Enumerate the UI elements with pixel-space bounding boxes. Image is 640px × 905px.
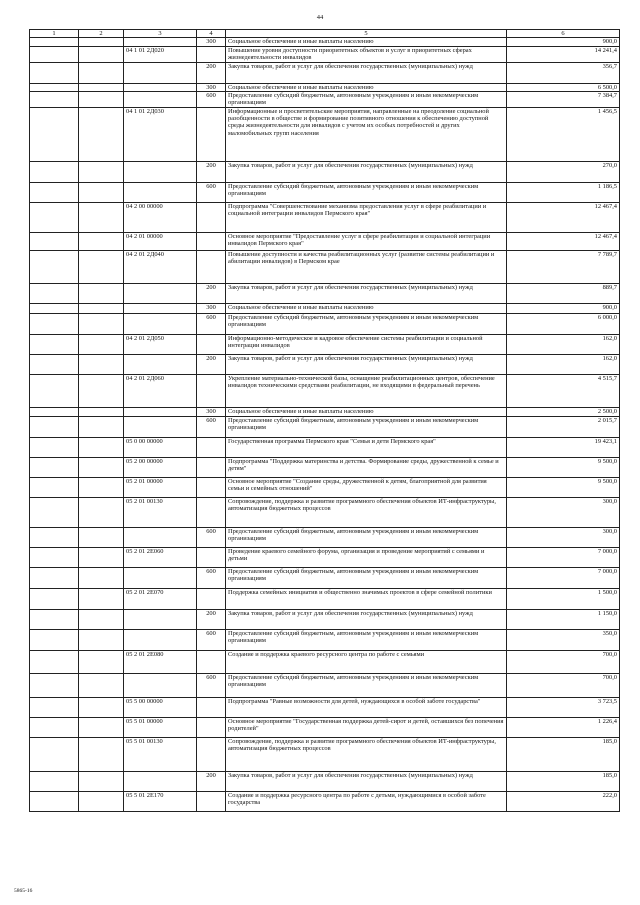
target-article-code	[124, 771, 197, 791]
table-row	[30, 250, 620, 283]
cell-col-1	[30, 588, 79, 609]
expense-type-code: 200	[197, 354, 226, 374]
cell-col-2	[79, 629, 124, 650]
cell-col-1	[30, 527, 79, 547]
cell-col-2	[79, 527, 124, 547]
cell-col-1	[30, 771, 79, 791]
item-name: Закупка товаров, работ и услуг для обеспечения государственных (муниципальных) нужд	[226, 609, 507, 629]
header-col-6: 6	[507, 30, 620, 38]
item-name: Предоставление субсидий бюджетным, автономным учреждениям и иным некоммерческим организациям	[226, 673, 507, 697]
target-article-code	[124, 629, 197, 650]
cell-col-2	[79, 547, 124, 567]
target-article-code: 05 5 01 2Е170	[124, 791, 197, 811]
target-article-code	[124, 354, 197, 374]
amount: 1 500,0	[507, 588, 620, 609]
header-row	[30, 30, 620, 38]
cell-col-2	[79, 182, 124, 202]
amount: 700,0	[507, 650, 620, 673]
item-name: Закупка товаров, работ и услуг для обеспечения государственных (муниципальных) нужд	[226, 771, 507, 791]
item-name: Проведение краевого семейного форума, организация и проведение мероприятий с семьями и детьми	[226, 547, 507, 567]
amount: 3 723,5	[507, 697, 620, 717]
target-article-code	[124, 283, 197, 303]
cell-col-2	[79, 303, 124, 313]
amount: 700,0	[507, 673, 620, 697]
cell-col-2	[79, 313, 124, 334]
cell-col-2	[79, 437, 124, 457]
cell-col-1	[30, 313, 79, 334]
table-row	[30, 83, 620, 91]
cell-col-1	[30, 250, 79, 283]
amount: 14 241,4	[507, 46, 620, 62]
amount: 300,0	[507, 497, 620, 527]
item-name: Социальное обеспечение и иные выплаты населению	[226, 303, 507, 313]
table-row	[30, 791, 620, 811]
amount: 19 423,1	[507, 437, 620, 457]
amount: 889,7	[507, 283, 620, 303]
target-article-code	[124, 416, 197, 437]
cell-col-1	[30, 334, 79, 354]
item-name: Сопровождение, поддержка и развитие программного обеспечения объектов ИТ-инфраструктуры, автоматизация бюджетных процессов	[226, 497, 507, 527]
cell-col-1	[30, 354, 79, 374]
cell-col-1	[30, 374, 79, 407]
cell-col-2	[79, 334, 124, 354]
expense-type-code	[197, 791, 226, 811]
table-row	[30, 91, 620, 107]
target-article-code: 04 2 01 2Д060	[124, 374, 197, 407]
cell-col-2	[79, 567, 124, 588]
cell-col-2	[79, 673, 124, 697]
item-name: Закупка товаров, работ и услуг для обеспечения государственных (муниципальных) нужд	[226, 354, 507, 374]
amount: 356,7	[507, 62, 620, 83]
cell-col-2	[79, 407, 124, 416]
target-article-code: 05 2 00 00000	[124, 457, 197, 477]
cell-col-1	[30, 457, 79, 477]
cell-col-1	[30, 697, 79, 717]
budget-table	[29, 29, 620, 812]
amount: 12 467,4	[507, 202, 620, 232]
table-row	[30, 38, 620, 46]
cell-col-1	[30, 283, 79, 303]
page-number: 44	[316, 14, 324, 21]
table-row	[30, 374, 620, 407]
item-name: Подпрограмма "Совершенствование механизма предоставления услуг в сфере реабилитации и социальной интеграции инвалидов Пермского края"	[226, 202, 507, 232]
cell-col-1	[30, 416, 79, 437]
expense-type-code: 300	[197, 407, 226, 416]
cell-col-2	[79, 83, 124, 91]
item-name: Повышение доступности и качества реабилитационных услуг (развитие системы реабилитации и абилитации инвалидов) в Пермском крае	[226, 250, 507, 283]
amount: 350,0	[507, 629, 620, 650]
cell-col-1	[30, 650, 79, 673]
target-article-code	[124, 62, 197, 83]
table-row	[30, 673, 620, 697]
target-article-code	[124, 91, 197, 107]
cell-col-2	[79, 609, 124, 629]
target-article-code: 05 5 00 00000	[124, 697, 197, 717]
cell-col-2	[79, 771, 124, 791]
amount: 185,0	[507, 737, 620, 771]
table-row	[30, 717, 620, 737]
table-row	[30, 771, 620, 791]
item-name: Государственная программа Пермского края "Семья и дети Пермского края"	[226, 437, 507, 457]
target-article-code: 05 2 01 2Е080	[124, 650, 197, 673]
cell-col-1	[30, 673, 79, 697]
cell-col-1	[30, 107, 79, 161]
cell-col-1	[30, 737, 79, 771]
target-article-code: 04 1 01 2Д020	[124, 46, 197, 62]
expense-type-code: 200	[197, 283, 226, 303]
target-article-code	[124, 38, 197, 46]
table-row	[30, 416, 620, 437]
amount: 900,0	[507, 303, 620, 313]
table-row	[30, 313, 620, 334]
cell-col-2	[79, 62, 124, 83]
cell-col-1	[30, 91, 79, 107]
target-article-code: 04 2 01 2Д050	[124, 334, 197, 354]
table-row	[30, 232, 620, 250]
expense-type-code	[197, 437, 226, 457]
header-col-2: 2	[79, 30, 124, 38]
cell-col-2	[79, 107, 124, 161]
target-article-code	[124, 182, 197, 202]
expense-type-code: 600	[197, 567, 226, 588]
table-row	[30, 609, 620, 629]
expense-type-code	[197, 697, 226, 717]
expense-type-code	[197, 374, 226, 407]
target-article-code	[124, 567, 197, 588]
cell-col-2	[79, 374, 124, 407]
header-col-4: 4	[197, 30, 226, 38]
cell-col-1	[30, 303, 79, 313]
table-row	[30, 588, 620, 609]
cell-col-2	[79, 283, 124, 303]
cell-col-1	[30, 477, 79, 497]
amount: 900,0	[507, 38, 620, 46]
item-name: Сопровождение, поддержка и развитие программного обеспечения объектов ИТ-инфраструктуры, автоматизация бюджетных процессов	[226, 737, 507, 771]
table-row	[30, 629, 620, 650]
item-name: Поддержка семейных инициатив и общественно значимых проектов в сфере семейной политики	[226, 588, 507, 609]
table-row	[30, 437, 620, 457]
table-row	[30, 497, 620, 527]
cell-col-2	[79, 232, 124, 250]
target-article-code: 05 5 01 00000	[124, 717, 197, 737]
cell-col-1	[30, 407, 79, 416]
expense-type-code: 200	[197, 62, 226, 83]
amount: 4 515,7	[507, 374, 620, 407]
expense-type-code	[197, 232, 226, 250]
expense-type-code: 600	[197, 416, 226, 437]
item-name: Предоставление субсидий бюджетным, автономным учреждениям и иным некоммерческим организациям	[226, 527, 507, 547]
expense-type-code: 300	[197, 83, 226, 91]
amount: 2 500,0	[507, 407, 620, 416]
target-article-code	[124, 527, 197, 547]
table-row	[30, 283, 620, 303]
amount: 7 384,7	[507, 91, 620, 107]
cell-col-2	[79, 588, 124, 609]
amount: 1 186,5	[507, 182, 620, 202]
amount: 7 000,0	[507, 547, 620, 567]
cell-col-1	[30, 161, 79, 182]
table-row	[30, 737, 620, 771]
table-row	[30, 477, 620, 497]
header-col-3: 3	[124, 30, 197, 38]
item-name: Предоставление субсидий бюджетным, автономным учреждениям и иным некоммерческим организациям	[226, 629, 507, 650]
expense-type-code	[197, 650, 226, 673]
item-name: Создание и поддержка краевого ресурсного центра по работе с семьями	[226, 650, 507, 673]
item-name: Укрепление материально-технической базы, оснащение реабилитационных центров, обеспечение инвалидов техническими средствами реабилитации, не входящими в федеральный перечень	[226, 374, 507, 407]
amount: 6 000,0	[507, 313, 620, 334]
cell-col-2	[79, 477, 124, 497]
table-row	[30, 547, 620, 567]
table-row	[30, 527, 620, 547]
item-name: Социальное обеспечение и иные выплаты населению	[226, 83, 507, 91]
table-row	[30, 354, 620, 374]
item-name: Информационно-методическое и кадровое обеспечение системы реабилитации и социальной интеграции инвалидов	[226, 334, 507, 354]
item-name: Повышение уровня доступности приоритетных объектов и услуг в приоритетных сферах жизнедеятельности инвалидов	[226, 46, 507, 62]
expense-type-code	[197, 497, 226, 527]
item-name: Подпрограмма "Поддержка материнства и детства. Формирование среды, дружественной к семье и детям"	[226, 457, 507, 477]
item-name: Основное мероприятие "Государственная поддержка детей-сирот и детей, оставшихся без попечения родителей"	[226, 717, 507, 737]
item-name: Предоставление субсидий бюджетным, автономным учреждениям и иным некоммерческим организациям	[226, 182, 507, 202]
item-name: Основное мероприятие "Предоставление услуг в сфере реабилитации и социальной интеграции инвалидов Пермского края"	[226, 232, 507, 250]
cell-col-2	[79, 202, 124, 232]
cell-col-1	[30, 202, 79, 232]
cell-col-1	[30, 609, 79, 629]
cell-col-1	[30, 547, 79, 567]
cell-col-1	[30, 46, 79, 62]
amount: 185,0	[507, 771, 620, 791]
expense-type-code: 200	[197, 609, 226, 629]
expense-type-code: 600	[197, 673, 226, 697]
header-col-5: 5	[226, 30, 507, 38]
target-article-code: 04 2 00 00000	[124, 202, 197, 232]
cell-col-1	[30, 567, 79, 588]
cell-col-1	[30, 791, 79, 811]
table-row	[30, 182, 620, 202]
item-name: Социальное обеспечение и иные выплаты населению	[226, 38, 507, 46]
item-name: Закупка товаров, работ и услуг для обеспечения государственных (муниципальных) нужд	[226, 161, 507, 182]
target-article-code: 05 2 01 2Е070	[124, 588, 197, 609]
target-article-code: 04 1 01 2Д030	[124, 107, 197, 161]
item-name: Предоставление субсидий бюджетным, автономным учреждениям и иным некоммерческим организациям	[226, 567, 507, 588]
amount: 1 226,4	[507, 717, 620, 737]
cell-col-2	[79, 737, 124, 771]
target-article-code	[124, 407, 197, 416]
table-row	[30, 650, 620, 673]
cell-col-1	[30, 83, 79, 91]
amount: 2 015,7	[507, 416, 620, 437]
item-name: Предоставление субсидий бюджетным, автономным учреждениям и иным некоммерческим организациям	[226, 416, 507, 437]
cell-col-1	[30, 497, 79, 527]
expense-type-code	[197, 202, 226, 232]
table-row	[30, 161, 620, 182]
expense-type-code: 600	[197, 629, 226, 650]
target-article-code	[124, 161, 197, 182]
table-row	[30, 46, 620, 62]
amount: 7 789,7	[507, 250, 620, 283]
cell-col-2	[79, 717, 124, 737]
amount: 1 150,0	[507, 609, 620, 629]
amount: 9 500,0	[507, 477, 620, 497]
table-row	[30, 202, 620, 232]
target-article-code: 05 2 01 00000	[124, 477, 197, 497]
cell-col-2	[79, 791, 124, 811]
amount: 162,0	[507, 334, 620, 354]
item-name: Предоставление субсидий бюджетным, автономным учреждениям и иным некоммерческим организациям	[226, 91, 507, 107]
cell-col-1	[30, 62, 79, 83]
amount: 270,0	[507, 161, 620, 182]
amount: 12 467,4	[507, 232, 620, 250]
header-col-1: 1	[30, 30, 79, 38]
cell-col-2	[79, 416, 124, 437]
item-name: Закупка товаров, работ и услуг для обеспечения государственных (муниципальных) нужд	[226, 283, 507, 303]
item-name: Информационные и просветительские мероприятия, направленные на преодоление социальной разобщенности в обществе и формирование позитивного отношения к обеспечению доступной среды жизнедеятельности для инвалидов с учетом их особых потребностей и других маломобильных групп населения	[226, 107, 507, 161]
expense-type-code: 600	[197, 313, 226, 334]
target-article-code	[124, 303, 197, 313]
amount: 9 500,0	[507, 457, 620, 477]
target-article-code: 05 2 01 2Е060	[124, 547, 197, 567]
table-row	[30, 697, 620, 717]
expense-type-code	[197, 107, 226, 161]
cell-col-1	[30, 232, 79, 250]
expense-type-code	[197, 547, 226, 567]
cell-col-1	[30, 717, 79, 737]
expense-type-code	[197, 717, 226, 737]
expense-type-code	[197, 457, 226, 477]
cell-col-2	[79, 354, 124, 374]
table-row	[30, 303, 620, 313]
expense-type-code: 600	[197, 527, 226, 547]
expense-type-code	[197, 588, 226, 609]
table-row	[30, 457, 620, 477]
table-row	[30, 62, 620, 83]
table-row	[30, 567, 620, 588]
cell-col-2	[79, 91, 124, 107]
target-article-code: 04 2 01 2Д040	[124, 250, 197, 283]
cell-col-2	[79, 38, 124, 46]
amount: 1 456,5	[507, 107, 620, 161]
cell-col-2	[79, 250, 124, 283]
item-name: Предоставление субсидий бюджетным, автономным учреждениям и иным некоммерческим организациям	[226, 313, 507, 334]
cell-col-1	[30, 437, 79, 457]
expense-type-code: 600	[197, 91, 226, 107]
target-article-code: 05 2 01 00130	[124, 497, 197, 527]
table-row	[30, 334, 620, 354]
expense-type-code: 300	[197, 38, 226, 46]
table-row	[30, 407, 620, 416]
item-name: Закупка товаров, работ и услуг для обеспечения государственных (муниципальных) нужд	[226, 62, 507, 83]
amount: 6 500,0	[507, 83, 620, 91]
cell-col-1	[30, 182, 79, 202]
amount: 222,0	[507, 791, 620, 811]
item-name: Социальное обеспечение и иные выплаты населению	[226, 407, 507, 416]
expense-type-code: 300	[197, 303, 226, 313]
cell-col-2	[79, 697, 124, 717]
amount: 162,0	[507, 354, 620, 374]
cell-col-2	[79, 457, 124, 477]
item-name: Подпрограмма "Равные возможности для детей, нуждающихся в особой заботе государства"	[226, 697, 507, 717]
cell-col-2	[79, 650, 124, 673]
document-code: 5865-16	[14, 888, 33, 894]
expense-type-code	[197, 334, 226, 354]
expense-type-code	[197, 250, 226, 283]
expense-type-code	[197, 477, 226, 497]
target-article-code	[124, 83, 197, 91]
target-article-code	[124, 313, 197, 334]
expense-type-code	[197, 46, 226, 62]
expense-type-code: 600	[197, 182, 226, 202]
cell-col-2	[79, 161, 124, 182]
cell-col-1	[30, 629, 79, 650]
target-article-code	[124, 609, 197, 629]
expense-type-code: 200	[197, 161, 226, 182]
target-article-code: 04 2 01 00000	[124, 232, 197, 250]
target-article-code	[124, 673, 197, 697]
amount: 7 000,0	[507, 567, 620, 588]
expense-type-code: 200	[197, 771, 226, 791]
item-name: Создание и поддержка ресурсного центра по работе с детьми, нуждающимися в особой заботе государства	[226, 791, 507, 811]
target-article-code: 05 5 01 00130	[124, 737, 197, 771]
amount: 300,0	[507, 527, 620, 547]
expense-type-code	[197, 737, 226, 771]
cell-col-2	[79, 497, 124, 527]
cell-col-2	[79, 46, 124, 62]
cell-col-1	[30, 38, 79, 46]
table-row	[30, 107, 620, 161]
target-article-code: 05 0 00 00000	[124, 437, 197, 457]
item-name: Основное мероприятие "Создание среды, дружественной к детям, благоприятной для развития семьи и семейных отношений"	[226, 477, 507, 497]
